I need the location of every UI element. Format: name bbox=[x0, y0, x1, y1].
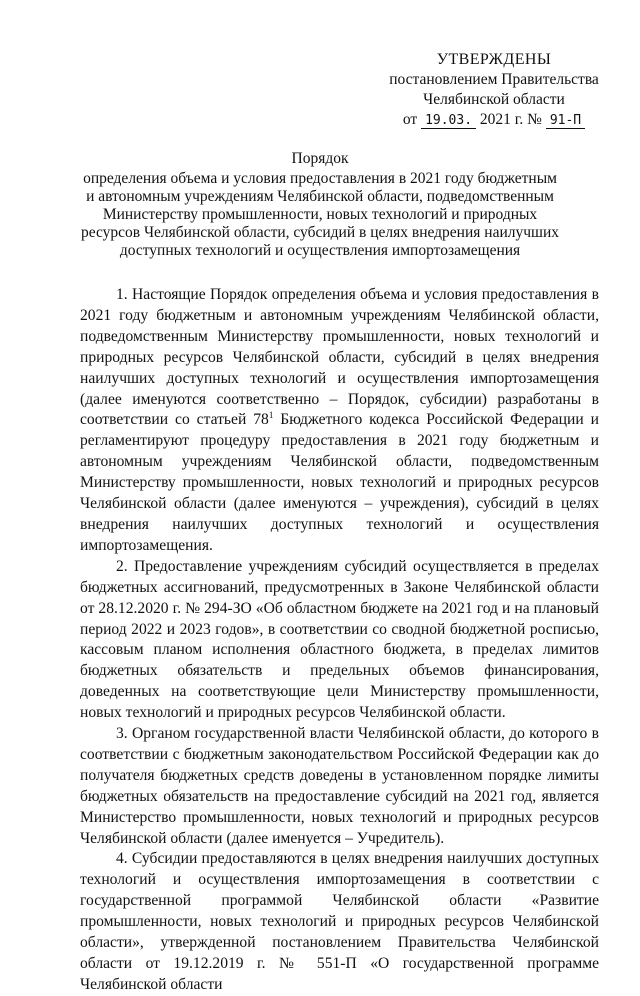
document-title bbox=[78, 150, 562, 260]
approval-prefix: от bbox=[402, 111, 418, 128]
approval-number: 91-П bbox=[546, 114, 585, 129]
paragraph-1-text-b: Бюджетного кодекса Российской Федерации и регламентируют процедуру предоставления в 2021 году бюджетным и автономным учреждениям Челябинской области, подведомственным Министерству промышленности, новых технологий и природных ресурсов Челябинской области (далее именуются – учреждения), субсидий в целях внедрения наилучших доступных технологий и осуществления импортозамещения. bbox=[80, 411, 599, 554]
approval-stamp bbox=[384, 50, 604, 130]
paragraph-1-superscript: 1 bbox=[268, 410, 274, 421]
approval-date: 19.03. bbox=[421, 114, 476, 129]
paragraph-1-text-a: 1. Настоящие Порядок определения объема и условия предоставления в 2021 году бюджетным и автономным учреждениям Челябинской области, подведомственным Министерству промышленности, новых технологий и природных ресурсов Челябинской области, субсидий в целях внедрения наилучших доступных технологий и осуществления импортозамещения (далее именуются соответственно – Порядок, субсидии) разработаны в соответствии со статьей 78 bbox=[80, 286, 599, 429]
approval-year: 2021 г. № bbox=[479, 111, 542, 128]
document-body bbox=[80, 285, 599, 996]
paragraph-4: 4. Субсидии предоставляются в целях внедрения наилучших доступных технологий и осуществления импортозамещения в соответствии с государственной программой Челябинской области «Развитие промышленности, новых технологий и природных ресурсов Челябинской области», утвержденной постановлением Правительства Челябинской области от 19.12.2019 г. № 551-П «О государственной программе Челябинской области bbox=[80, 850, 599, 993]
paragraph-1 bbox=[80, 285, 599, 557]
paragraph-2: 2. Предоставление учреждениям субсидий осуществляется в пределах бюджетных ассигнований, предусмотренных в Законе Челябинской области от 28.12.2020 г. № 294-ЗО «Об областном бюджете на 2021 год и на плановый период 2022 и 2023 годов», в соответствии со сводной бюджетной росписью, кассовым планом исполнения областного бюджета, в пределах лимитов бюджетных обязательств и предельных объемов финансирования, доведенных на соответствующие цели Министерству промышленности, новых технологий и природных ресурсов Челябинской области. bbox=[80, 557, 599, 722]
approval-date-line bbox=[384, 110, 604, 130]
approval-line-2: Челябинской области bbox=[423, 91, 565, 108]
title-subtitle: определения объема и условия предоставления в 2021 году бюджетным и автономным учреждениям Челябинской области, подведомственным Министерству промышленности, новых технологий и природных ресурсов Челябинской области, субсидий в целях внедрения наилучших доступных технологий и осуществления импортозамещения bbox=[80, 170, 560, 259]
paragraph-3: 3. Органом государственной власти Челябинской области, до которого в соответствии с бюджетным законодательством Российской Федерации как до получателя бюджетных средств доведены в установленном порядке лимиты бюджетных обязательств на предоставление субсидий на 2021 год, является Министерство промышленности, новых технологий и природных ресурсов Челябинской области (далее именуется – Учредитель). bbox=[80, 725, 599, 847]
title-heading: Порядок bbox=[291, 150, 349, 167]
approval-heading: УТВЕРЖДЕНЫ bbox=[436, 51, 552, 68]
approval-line-1: постановлением Правительства bbox=[389, 71, 599, 88]
